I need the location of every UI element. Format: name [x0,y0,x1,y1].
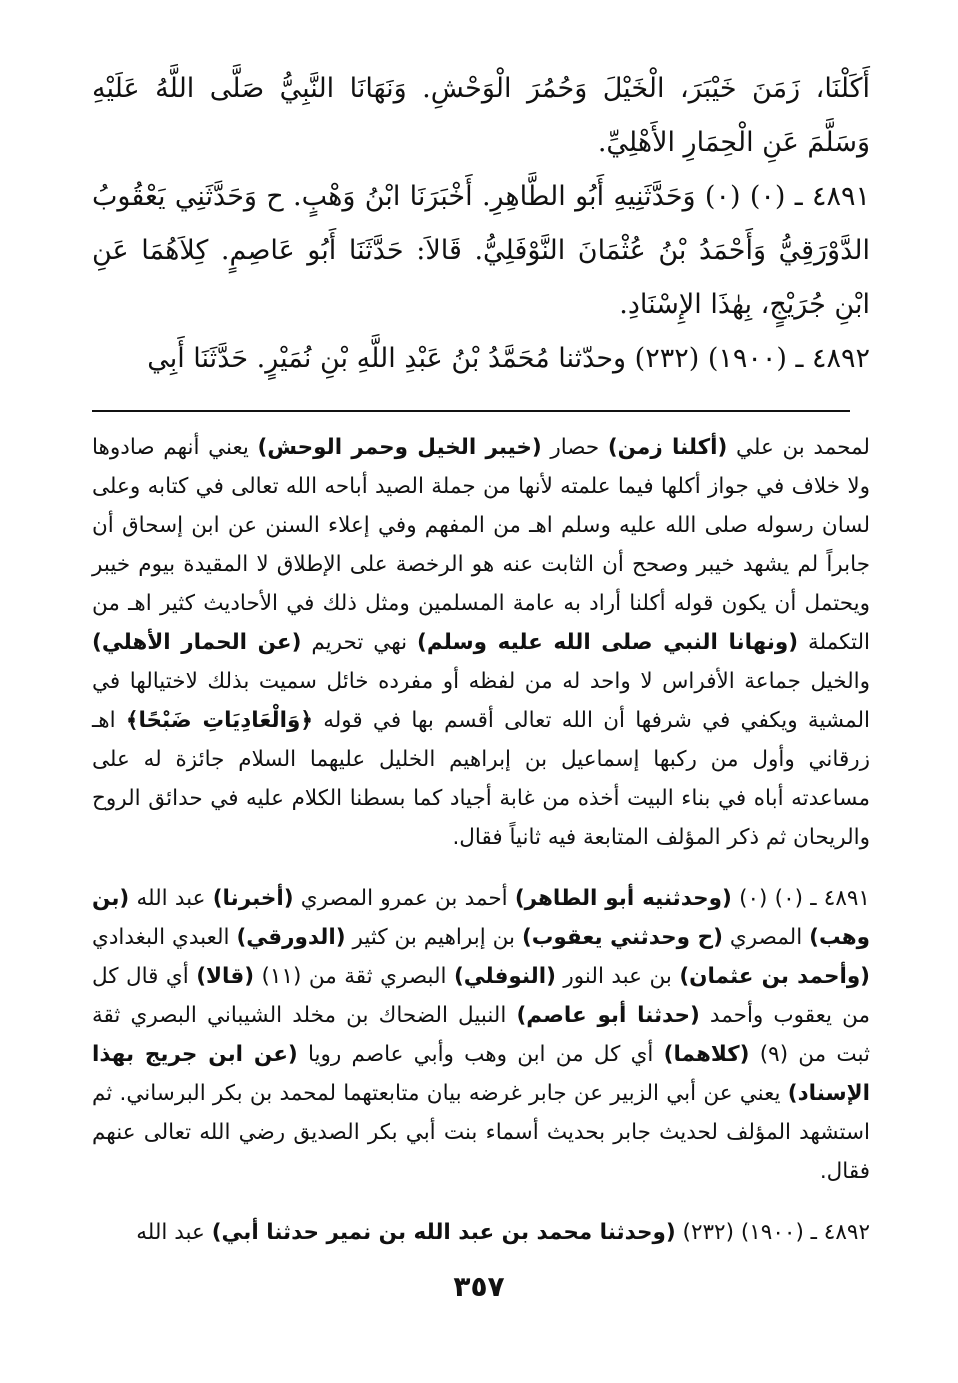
bold-quote: (عن الحمار الأهلي) [92,630,302,655]
commentary-text: العبدي البغدادي [92,925,237,950]
commentary-text: المصري [722,925,810,950]
bold-quote: (أخبرنا) [212,886,294,911]
commentary-text: بن إبراهيم بن كثير [345,925,522,950]
commentary-text: ٤٨٩١ ـ (٠) (٠) [731,886,870,911]
commentary-text: البصري ثقة من (١١) [254,964,454,989]
bold-quote: (ح وحدثني يعقوب) [521,925,723,950]
commentary-text: والخيل جماعة الأفراس لا واحد له من لفظه أو مفرده خائل سميت بذلك لاختيالها في المشية ويكفي في شرفها أن الله تعالى أقسم بها في قوله [92,669,871,733]
bold-quote: (خيبر الخيل وحمر الوحش) [257,435,542,460]
bold-quote: (حدثنا أبو عاصم) [516,1003,700,1028]
page-number: ٣٥٧ [453,1270,505,1303]
bold-quote: (الدورقي) [236,925,346,950]
separator-line [92,410,850,412]
commentary [92,428,870,1252]
bold-quote: (وحدثنا محمد بن عبد الله بن نمير حدثنا أبي) [211,1220,676,1245]
commentary-text: بن عبد النور [555,964,680,989]
commentary-text: نهي تحريم [301,630,418,655]
commentary-text: حصار [541,435,608,460]
commentary-text: ٤٨٩٢ ـ (١٩٠٠) (٢٣٢) [675,1220,870,1245]
commentary-text: يعني عن أبي الزبير عن جابر غرضه بيان متابعتهما لمحمد بن بكر البرساني. ثم استشهد المؤلف لحديث جابر بحديث أسماء بنت أبي بكر الصديق رضي الله تعالى عنهم فقال. [92,1081,870,1184]
commentary-paragraph-1 [92,428,870,857]
hadith-paragraph-1: أَكَلْنَا، زَمَنَ خَيْبَرَ، الْخَيْلَ وَحُمُرَ الْوَحْشِ. وَنَهَانَا النَّبِيُّ صَلَّى اللَّهُ عَلَيْهِ وَسَلَّمَ عَنِ الْحِمَارِ الأَهْلِيِّ. [92,73,870,158]
commentary-text: عبد الله [129,886,213,911]
bold-quote: (النوفلي) [453,964,556,989]
bold-quote: (عن ابن جريج بهذا الإسناد) [92,1042,870,1106]
bold-quote: (قالا) [196,964,255,989]
bold-quote: (ونهانا النبي صلى الله عليه وسلم) [417,630,799,655]
bold-quote: ﴿وَالْعَادِيَاتِ ضَبْحًا﴾ [125,708,313,733]
commentary-text: اهـ زرقاني وأول من ركبها إسماعيل بن إبراهيم الخليل عليهما السلام جائزة له على مساعدته أباه في بناء البيت أخذه من غابة أجياد كما بسطنا الكلام عليه في حدائق الروح والريحان ثم ذكر المؤلف المتابعة فيه ثانياً فقال. [92,708,870,850]
hadith-paragraph-3: ٤٨٩٢ ـ (١٩٠٠) (٢٣٢) وحدّثنا مُحَمَّدُ بْنُ عَبْدِ اللَّهِ بْنِ نُمَيْرٍ. حَدَّثَنَا أَبِي [147,343,870,374]
commentary-text: يعني أنهم صادوها ولا خلاف في جواز أكلها فيما علمته لأنها من جملة الصيد أباحه الله تعالى في كتابه وعلى لسان رسوله صلى الله عليه وسلم اهـ من المفهم وفي إعلاء السنن عن ابن إسحاق أن جابراً لم يشهد خيبر وصحح أن الثابت عنه هو الرخصة على الإطلاق لا المقيدة بيوم خيبر ويحتمل أن يكون قوله أكلنا أراد به عامة المسلمين ومثل ذلك في الأحاديث كثير اهـ من التكملة [92,435,871,655]
commentary-paragraph-3 [92,1213,870,1252]
hadith-text [92,62,870,386]
commentary-text: أي كل من ابن وهب وأبي عاصم رويا [297,1042,664,1067]
commentary-text: لمحمد بن علي [727,435,870,460]
commentary-text: عبد الله [136,1220,212,1245]
bold-quote: (وحدثنيه أبو الطاهر) [514,886,732,911]
commentary-text: النبيل الضحاك بن مخلد الشيباني البصري ثقة ثبت من (٩) [92,1003,870,1067]
commentary-paragraph-2 [92,879,870,1191]
bold-quote: (كلاهما) [663,1042,750,1067]
bold-quote: (أكلنا زمن) [607,435,728,460]
bold-quote: (وأحمد بن عثمان) [679,964,871,989]
commentary-text: أحمد بن عمرو المصري [293,886,515,911]
bold-quote: (بن وهب) [92,886,871,950]
hadith-paragraph-2: ٤٨٩١ ـ (٠) (٠) وَحَدَّثَنِيهِ أَبُو الطَّاهِرِ. أَخْبَرَنَا ابْنُ وَهْبٍ. ح وَحَدَّثَنِي يَعْقُوبُ الدَّوْرَقِيُّ وَأَحْمَدُ بْنُ عُثْمَانَ النَّوْفَلِيُّ. قَالاَ: حَدَّثَنَا أَبُو عَاصِمٍ. كِلاَهُمَا عَنِ ابْنِ جُرَيْجٍ، بِهٰذَا الإِسْنَادِ. [92,181,871,320]
commentary-text: أي قال كل من يعقوب وأحمد [92,964,870,1028]
